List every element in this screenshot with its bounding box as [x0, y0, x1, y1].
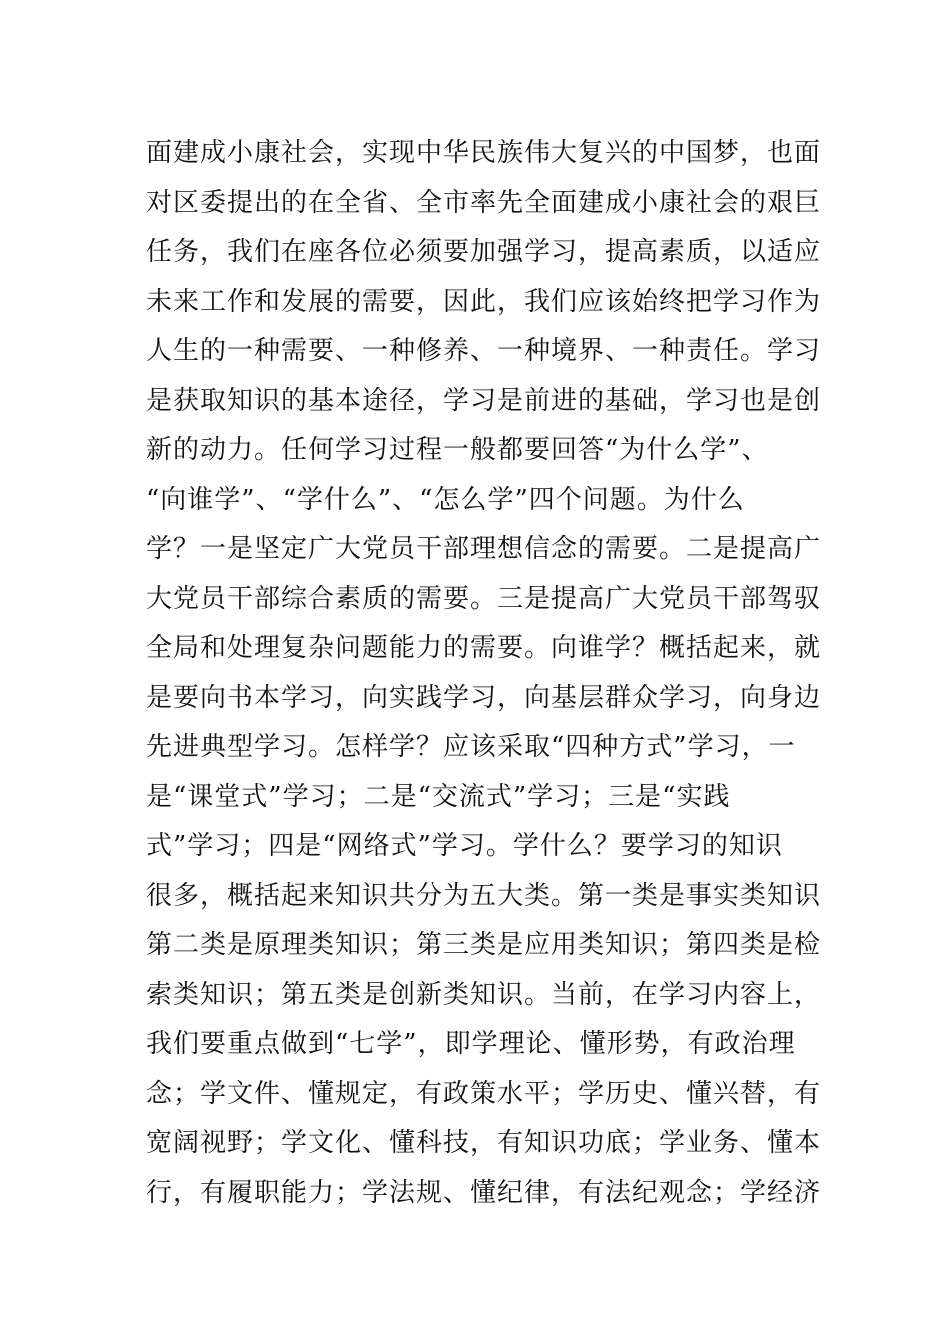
text-line-21: 宽阔视野；学文化、懂科技，有知识功底；学业务、懂本: [146, 1128, 822, 1158]
text-line-10: 大党员干部综合素质的需要。三是提高广大党员干部驾驭: [146, 583, 822, 614]
document-body-text: [146, 129, 822, 1218]
text-line-8: “向谁学”、“学什么”、“怎么学”四个问题。为什么: [146, 484, 745, 515]
text-line-4: 未来工作和发展的需要，因此，我们应该始终把学习作为: [146, 286, 822, 317]
text-line-5: 人生的一种需要、一种修养、一种境界、一种责任。学习: [146, 336, 822, 366]
text-line-13: 先进典型学习。怎样学？应该采取“四种方式”学习，一: [146, 732, 796, 762]
text-line-15: 式”学习；四是“网络式”学习。学什么？要学习的知识: [146, 831, 783, 861]
text-line-17: 第二类是原理类知识；第三类是应用类知识；第四类是检: [146, 930, 822, 960]
text-line-22: 行，有履职能力；学法规、懂纪律，有法纪观念；学经济: [146, 1177, 822, 1208]
text-line-12: 是要向书本学习，向实践学习，向基层群众学习，向身边: [146, 682, 822, 713]
text-line-16: 很多，概括起来知识共分为五大类。第一类是事实类知识: [146, 880, 822, 911]
text-line-2: 对区委提出的在全省、全市率先全面建成小康社会的艰巨: [146, 187, 822, 218]
text-line-14: 是“课堂式”学习；二是“交流式”学习；三是“实践: [146, 781, 731, 812]
text-line-20: 念；学文件、懂规定，有政策水平；学历史、懂兴替，有: [146, 1078, 822, 1109]
text-line-6: 是获取知识的基本途径，学习是前进的基础，学习也是创: [146, 385, 822, 416]
text-line-3: 任务，我们在座各位必须要加强学习，提高素质，以适应: [146, 237, 822, 267]
text-line-1: 面建成小康社会，实现中华民族伟大复兴的中国梦，也面: [146, 138, 822, 168]
text-line-7: 新的动力。任何学习过程一般都要回答“为什么学”、: [146, 435, 769, 465]
text-line-18: 索类知识；第五类是创新类知识。当前，在学习内容上，: [146, 979, 822, 1010]
text-line-11: 全局和处理复杂问题能力的需要。向谁学？概括起来，就: [146, 633, 822, 663]
text-line-9: 学？一是坚定广大党员干部理想信念的需要。二是提高广: [146, 534, 822, 564]
text-line-19: 我们要重点做到“七学”，即学理论、懂形势，有政治理: [146, 1029, 796, 1059]
